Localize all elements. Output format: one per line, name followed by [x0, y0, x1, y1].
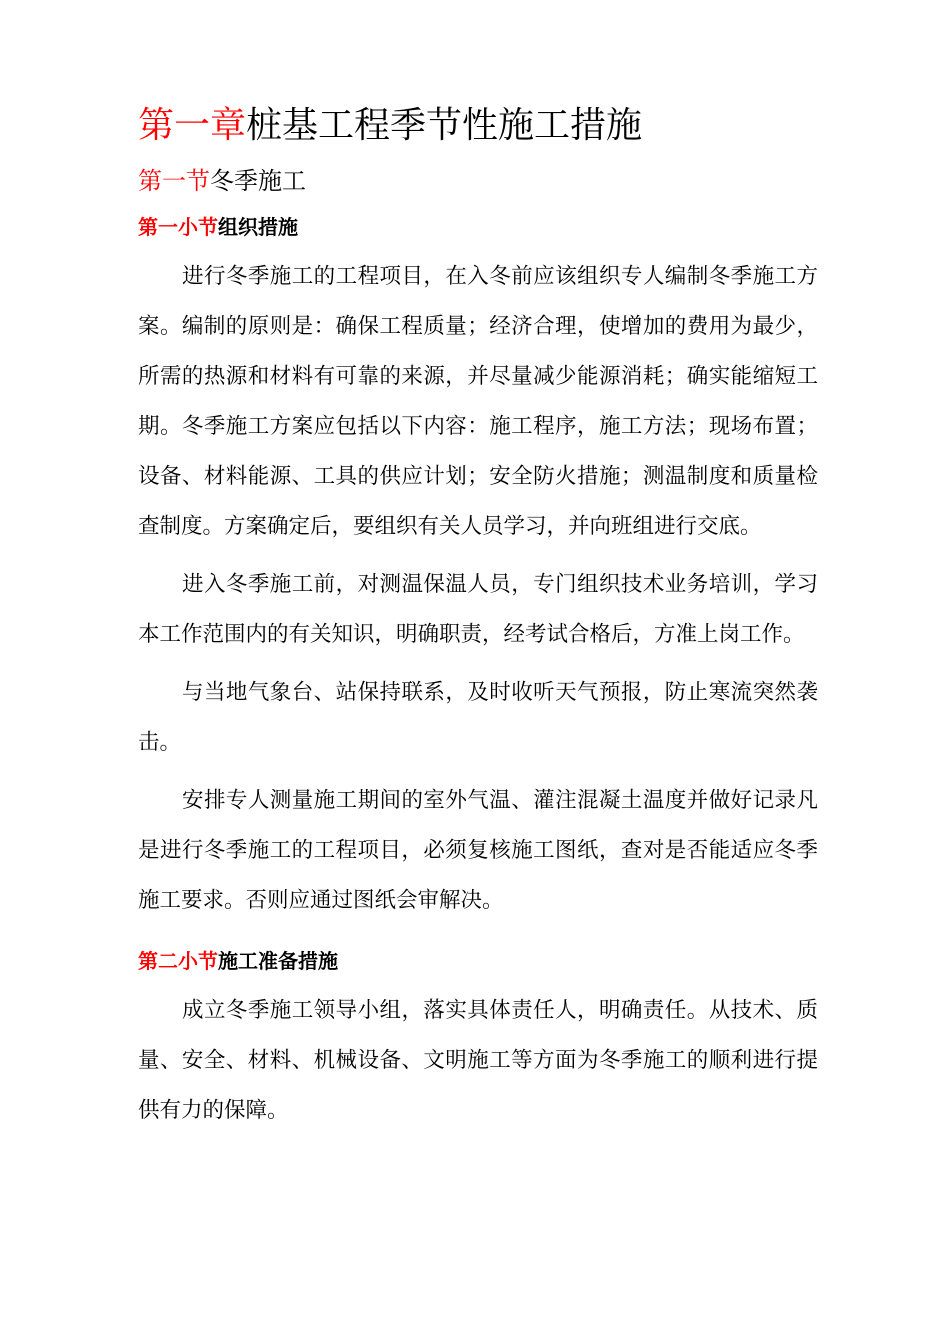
subsection-title: 施工准备措施: [218, 949, 338, 973]
subsection-heading-organization: [138, 212, 818, 242]
subsection-heading-preparation: [138, 946, 818, 976]
document-body: [138, 100, 818, 1136]
chapter-number: 第一章: [138, 105, 247, 146]
subsection-title: 组织措施: [218, 215, 298, 239]
paragraph: 成立冬季施工领导小组，落实具体责任人，明确责任。从技术、质量、安全、材料、机械设备、文明施工等方面为冬季施工的顺利进行提供有力的保障。: [138, 998, 818, 1123]
section-heading: [138, 164, 818, 198]
paragraph: 进入冬季施工前，对测温保温人员，专门组织技术业务培训，学习本工作范围内的有关知识，明确职责，经考试合格后，方准上岗工作。: [138, 572, 818, 647]
chapter-heading: [138, 100, 818, 152]
subsection-number: 第一小节: [138, 215, 218, 239]
paragraph: 进行冬季施工的工程项目，在入冬前应该组织专人编制冬季施工方案。编制的原则是：确保工程质量；经济合理，使增加的费用为最少，所需的热源和材料有可靠的来源，并尽量减少能源消耗；确实能缩短工期。冬季施工方案应包括以下内容：施工程序，施工方法；现场布置；设备、材料能源、工具的供应计划；安全防火措施；测温制度和质量检查制度。方案确定后，要组织有关人员学习，并向班组进行交底。: [138, 264, 818, 539]
section-number: 第一节: [138, 167, 210, 195]
paragraph: 安排专人测量施工期间的室外气温、灌注混凝土温度并做好记录凡是进行冬季施工的工程项目，必须复核施工图纸，查对是否能适应冬季施工要求。否则应通过图纸会审解决。: [138, 788, 818, 913]
paragraph: 与当地气象台、站保持联系，及时收听天气预报，防止寒流突然袭击。: [138, 680, 818, 755]
subsection-number: 第二小节: [138, 949, 218, 973]
section-title: 冬季施工: [210, 167, 306, 195]
chapter-title: 桩基工程季节性施工措施: [246, 105, 643, 146]
